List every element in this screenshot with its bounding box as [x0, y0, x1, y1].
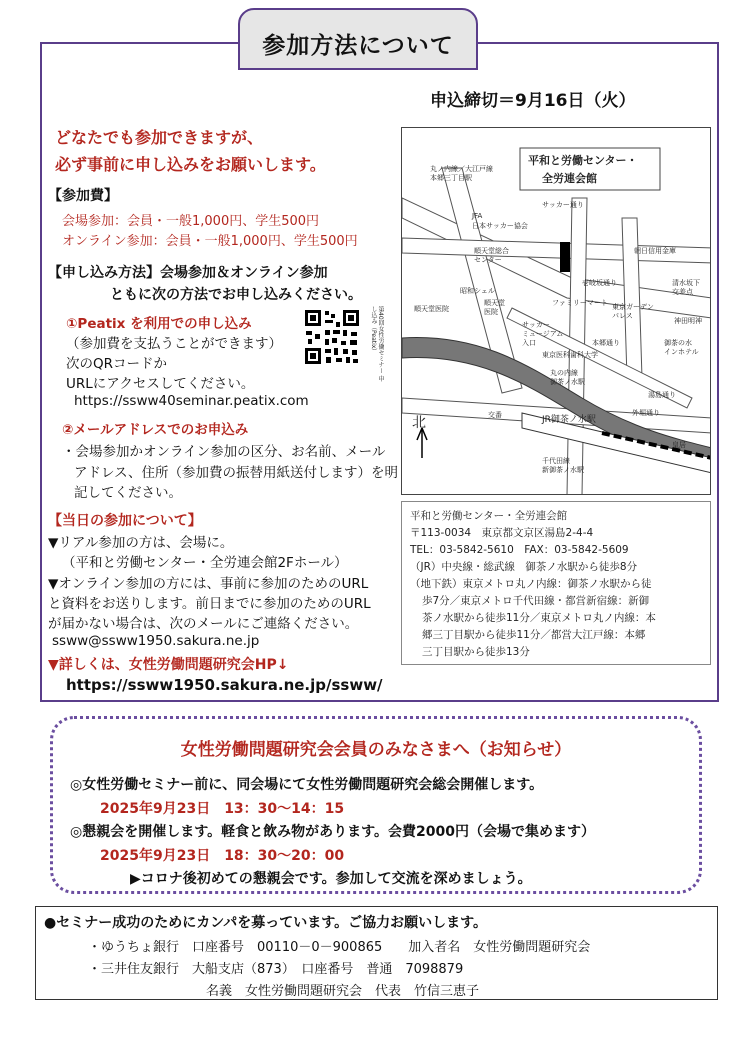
peatix-title: ①Peatix を利用での申し込み	[66, 316, 252, 332]
map-label: 医院	[484, 308, 498, 316]
mail-line-3: 記してください。	[74, 485, 182, 501]
day-header: 【当日の参加について】	[48, 513, 202, 529]
map-label: 丸ノ内線／大江戸線	[430, 165, 493, 173]
donation-line-1: ・ゆうちょ銀行 口座番号 00110－0－900865 加入者名 女性労働問題研究会	[88, 940, 591, 955]
mail-line-2: アドレス、住所（参加費の振替用紙送付します）を明	[74, 465, 398, 481]
notice-item-2: ◎懇親会を開催します。軽食と飲み物があります。会費2000円（会場で集めます）	[70, 824, 595, 840]
lead-line-1: どなたでも参加できますが、	[55, 128, 264, 147]
map-label: ファミリーマート	[552, 299, 608, 307]
hp-url[interactable]: https://ssww1950.sakura.ne.jp/ssww/	[66, 676, 383, 694]
donation-line-2: ・三井住友銀行 大船支店（873） 口座番号 普通 7098879	[88, 962, 464, 977]
fee-venue: 会場参加：会員・一般1,000円、学生500円	[62, 214, 320, 229]
day-line-4: と資料をお送りします。前日までに参加のためのURL	[48, 596, 371, 612]
day-line-3: ▼オンライン参加の方には、事前に参加のためのURL	[48, 576, 369, 592]
map-label: 朝日信用金庫	[634, 247, 676, 255]
map-label: 東京医科歯科大学	[542, 351, 598, 359]
map-label: 交差点	[672, 288, 693, 296]
map-title-2: 全労連会館	[542, 172, 597, 185]
notice-title: 女性労働問題研究会会員のみなさまへ（お知らせ）	[180, 740, 572, 760]
day-email[interactable]: ssww@ssww1950.sakura.ne.jp	[52, 633, 260, 649]
map-label: インホテル	[664, 348, 699, 356]
map-label: 丸の内線	[550, 369, 578, 377]
notice-date-2: 2025年9月23日 18：30～20：00	[100, 848, 345, 864]
map-label: 本郷三丁目駅	[430, 174, 472, 182]
mail-line-1: ・会場参加かオンライン参加の区分、お名前、メール	[62, 444, 386, 460]
map-title-1: 平和と労働センター・	[528, 154, 638, 167]
map-label: 日本サッカー協会	[472, 222, 528, 230]
donation-line-3: 名義 女性労働問題研究会 代表 竹信三恵子	[206, 984, 480, 999]
address-line: 茶ノ水駅から徒歩11分／東京メトロ丸ノ内線：本	[422, 612, 656, 624]
map-label: 入口	[522, 339, 536, 347]
map-label: 昭和シェル	[460, 287, 495, 295]
map-label: JR御茶ノ水駅	[542, 415, 596, 425]
address-line: 三丁目駅から徒歩13分	[422, 646, 530, 658]
day-line-2: （平和と労働センター・全労連会館2Fホール）	[62, 555, 348, 571]
donation-header: ●セミナー成功のためにカンパを募っています。ご協力お願いします。	[44, 915, 487, 931]
qr-code[interactable]	[303, 308, 361, 366]
day-line-5: が届かない場合は、次のメールにご連絡ください。	[48, 616, 359, 632]
map-label: 皇居	[672, 441, 686, 449]
map-label: JFA	[472, 212, 483, 220]
map-label: 外堀通り	[632, 409, 660, 417]
map-label: 壱岐坂通り	[582, 279, 617, 287]
map-label: パレス	[612, 312, 633, 320]
notice-item-1: ◎女性労働セミナー前に、同会場にて女性労働問題研究会総会開催します。	[70, 777, 544, 793]
deadline: 申込締切＝9月16日（火）	[430, 91, 636, 111]
apply-sub: ともに次の方法でお申し込みください。	[110, 287, 362, 303]
address-line: 郷三丁目駅から徒歩11分／都営大江戸線：本郷	[422, 629, 646, 641]
lead-line-2: 必ず事前に申し込みをお願いします。	[55, 155, 326, 174]
map-label: 清水坂下	[672, 279, 700, 287]
map-label: 新御茶ノ水駅	[542, 466, 584, 474]
map-label: センター	[474, 256, 502, 264]
page-title: 参加方法について	[262, 33, 454, 59]
address-line: （地下鉄）東京メトロ丸ノ内線：御茶ノ水駅から徒	[410, 578, 652, 590]
map-label: 順天堂総合	[474, 247, 509, 255]
day-line-1: ▼リアル参加の方は、会場に。	[48, 535, 234, 551]
map-label: 順天堂医院	[414, 305, 449, 313]
map-label: ミュージアム	[522, 330, 564, 338]
apply-header: 【申し込み方法】会場参加＆オンライン参加	[48, 265, 328, 281]
address-box	[401, 501, 711, 665]
qr-side-caption: 第40回女性労働セミナー 申し込み（Peatix）	[370, 306, 384, 382]
fee-header: 【参加費】	[48, 188, 118, 204]
address-line: 歩7分／東京メトロ千代田線・都営新宿線：新御	[422, 595, 650, 607]
mail-title: ②メールアドレスでのお申込み	[62, 422, 249, 438]
peatix-line-3: URLにアクセスしてください。	[66, 376, 255, 392]
map-north: 北	[412, 415, 426, 431]
fee-online: オンライン参加：会員・一般1,000円、学生500円	[62, 234, 358, 249]
address-line: （JR）中央線・総武線 御茶ノ水駅から徒歩8分	[410, 561, 638, 573]
title-tab	[238, 8, 478, 70]
map-label: 御茶ノ水駅	[550, 378, 585, 386]
map-label: 東京ガーデン	[612, 303, 654, 311]
peatix-line-1: （参加費を支払うことができます）	[66, 336, 282, 352]
map-label: 神田川	[422, 329, 443, 337]
map-label: 湯島通り	[648, 391, 676, 399]
map-label: 御茶の水	[664, 339, 692, 347]
notice-date-1: 2025年9月23日 13：30～14：15	[100, 801, 345, 817]
map-label: 交番	[488, 411, 502, 419]
address-line: 平和と労働センター・全労連会館	[410, 510, 568, 522]
peatix-line-2: 次のQRコードか	[66, 356, 168, 372]
peatix-url[interactable]: https://ssww40seminar.peatix.com	[74, 393, 309, 409]
map-label: 千代田線	[542, 457, 570, 465]
map-label: サッカー通り	[542, 201, 584, 209]
address-line: TEL：03-5842-5610 FAX：03-5842-5609	[410, 544, 629, 556]
hp-label: ▼詳しくは、女性労働問題研究会HP↓	[48, 657, 289, 673]
notice-item-3: ▶コロナ後初めての懇親会です。参加して交流を深めましょう。	[130, 871, 532, 887]
map-label: 本郷通り	[592, 339, 620, 347]
map-label: 順天堂	[484, 299, 505, 307]
access-map	[401, 127, 711, 495]
map-label: サッカー	[522, 321, 550, 329]
address-line: 〒113-0034 東京都文京区湯島2-4-4	[410, 527, 594, 539]
map-label: 神田明神	[674, 317, 702, 325]
